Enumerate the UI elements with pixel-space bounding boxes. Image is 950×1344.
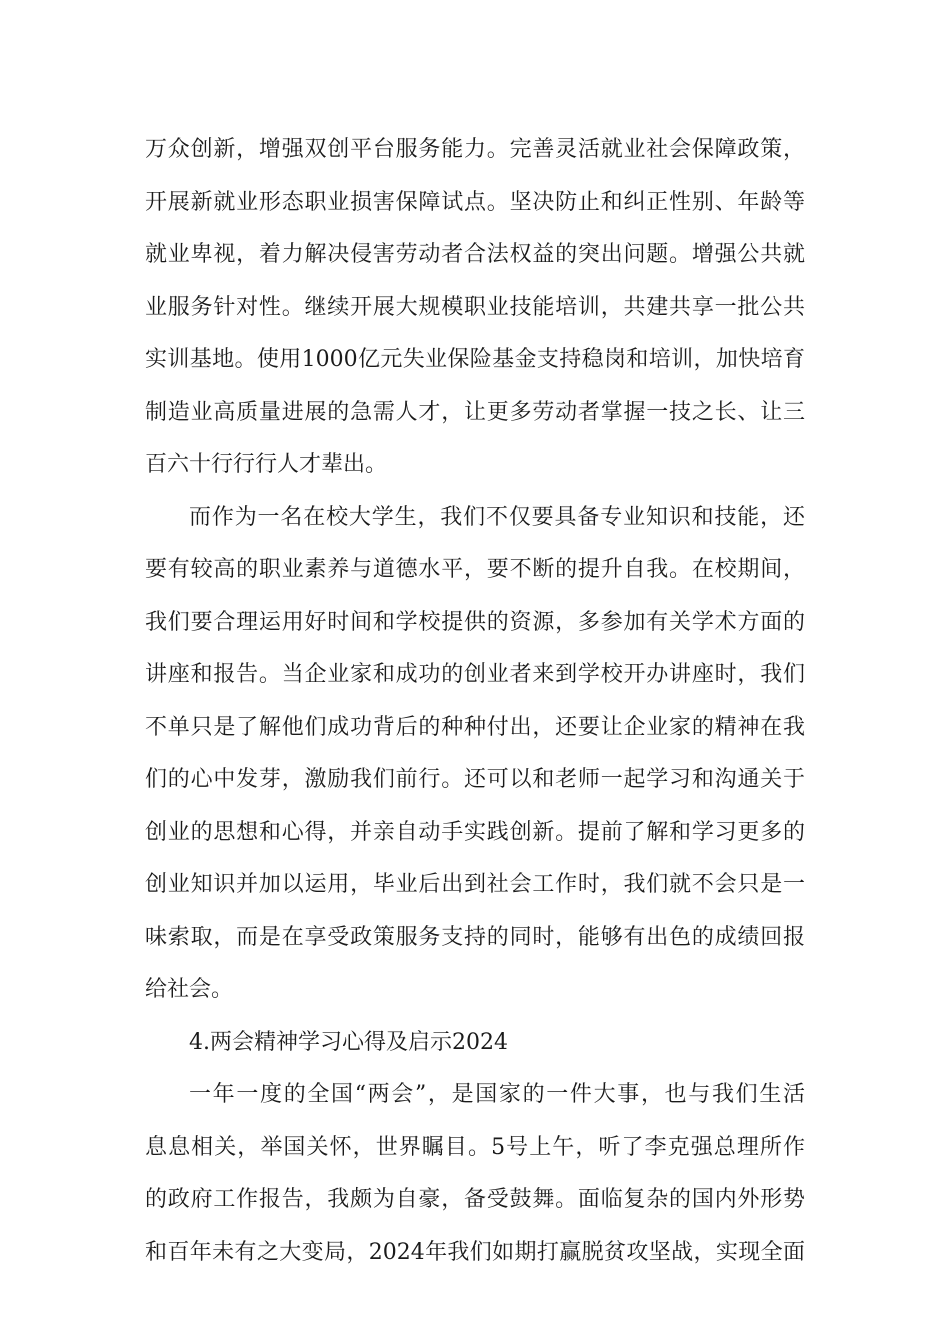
text-line: 实训基地。使用1000亿元失业保险基金支持稳岗和培训，加快培育 <box>145 347 805 372</box>
text-line: 的政府工作报告，我颇为自豪，备受鼓舞。面临复杂的国内外形势 <box>145 1187 805 1212</box>
text-line: 们的心中发芽，激励我们前行。还可以和老师一起学习和沟通关于 <box>145 767 805 792</box>
text-line: 创业知识并加以运用，毕业后出到社会工作时，我们就不会只是一 <box>145 872 805 897</box>
text-line: 给社会。 <box>145 977 234 1002</box>
text-line: 息息相关，举国关怀，世界瞩目。5号上午，听了李克强总理所作 <box>145 1134 805 1160</box>
text-line: 百六十行行行人才辈出。 <box>145 452 388 477</box>
text-line: 而作为一名在校大学生，我们不仅要具备专业知识和技能，还 <box>189 504 805 530</box>
text-line: 一年一度的全国“两会”，是国家的一件大事，也与我们生活 <box>189 1082 805 1107</box>
text-line: 万众创新，增强双创平台服务能力。完善灵活就业社会保障政策， <box>145 137 805 162</box>
text-line: 就业卑视，着力解决侵害劳动者合法权益的突出问题。增强公共就 <box>145 242 805 267</box>
text-line: 创业的思想和心得，并亲自动手实践创新。提前了解和学习更多的 <box>145 819 805 845</box>
text-line: 和百年未有之大变局，2024年我们如期打赢脱贫攻坚战，实现全面 <box>145 1239 805 1265</box>
paragraph-2 <box>145 492 805 1017</box>
paragraph-3 <box>145 1069 805 1279</box>
paragraph-1 <box>145 124 805 492</box>
section-heading: 4.两会精神学习心得及启示2024 <box>189 1029 508 1055</box>
text-line: 制造业高质量进展的急需人才，让更多劳动者掌握一技之长、让三 <box>145 399 805 425</box>
text-line: 我们要合理运用好时间和学校提供的资源，多参加有关学术方面的 <box>145 609 805 635</box>
document-body <box>145 124 805 1279</box>
text-line: 讲座和报告。当企业家和成功的创业者来到学校开办讲座时，我们 <box>145 662 805 687</box>
text-line: 不单只是了解他们成功背后的种种付出，还要让企业家的精神在我 <box>145 714 805 740</box>
text-line: 业服务针对性。继续开展大规模职业技能培训，共建共享一批公共 <box>145 294 805 320</box>
text-line: 味索取，而是在享受政策服务支持的同时，能够有出色的成绩回报 <box>145 924 805 950</box>
text-line: 要有较高的职业素养与道德水平，要不断的提升自我。在校期间， <box>145 557 805 582</box>
text-line: 开展新就业形态职业损害保障试点。坚决防止和纠正性别、年龄等 <box>145 189 805 215</box>
